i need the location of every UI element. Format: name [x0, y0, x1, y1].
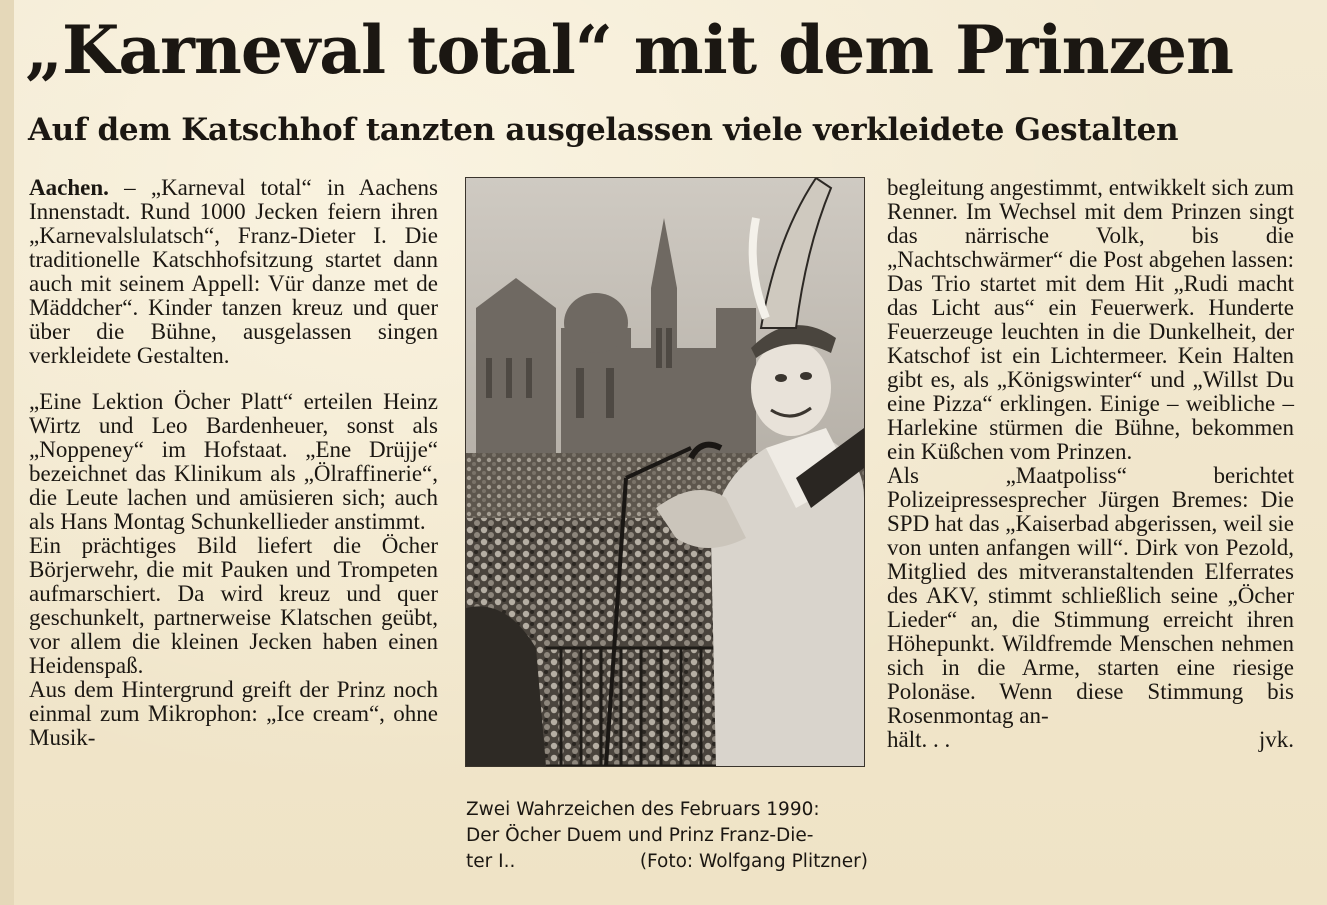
- left-column: [29, 176, 438, 750]
- photo-credit: (Foto: Wolfgang Plitzner): [639, 851, 868, 872]
- paragraph-1-text: – „Karneval total“ in Aachens Innenstadt. Rund 1000 Jecken feiern ihren „Karnevalslulatsch“, Franz-Dieter I. Die traditionelle Katschhofsitzung startet dann auch mit seinem Appell: Vür danze met de Mäddcher“. Kinder tanzen kreuz und quer über die Bühne, ausgelassen singen verkleidete Gestalten.: [29, 175, 438, 368]
- photo-image: [466, 178, 864, 766]
- closing-text: hält. . .: [887, 727, 951, 752]
- paragraph-5: begleitung angestimmt, entwikkelt sich zum Renner. Im Wechsel mit dem Prinzen singt das närrische Volk, bis die „Nachtschwärmer“ die Post abgehen lassen: Das Trio startet mit dem Hit „Rudi macht das Licht aus“ ein Feuerwerk. Hunderte Feuerzeuge leuchten in die Dunkelheit, der Katschof ist ein Lichtermeer. Kein Halten gibt es, als „Königswinter“ und „Willst Du eine Pizza“ erklingen. Einige – weibliche – Harlekine stürmen die Bühne, bekommen ein Küßchen vom Prinzen.: [887, 175, 1294, 464]
- paragraph-2: „Eine Lektion Öcher Platt“ erteilen Heinz Wirtz und Leo Bardenheuer, sonst als „Noppeney“ im Hofstaat. „Ene Drüjje“ bezeichnet das Klinikum als „Ölraffinerie“, die Leute lachen und amüsieren sich; auch als Hans Montag Schunkellieder anstimmt.: [29, 389, 438, 534]
- page-edge: [0, 0, 14, 905]
- caption-line-3: [466, 849, 868, 875]
- photo-caption: [466, 797, 868, 875]
- press-photo: [465, 177, 865, 767]
- caption-line-3-text: ter I..: [466, 851, 516, 872]
- caption-line-2: Der Öcher Duem und Prinz Franz-Die-: [466, 825, 814, 846]
- headline: „Karneval total“ mit dem Prinzen: [25, 11, 1234, 89]
- right-column: [887, 176, 1294, 752]
- author-initials: jvk.: [1258, 727, 1294, 752]
- caption-line-1: Zwei Wahrzeichen des Februars 1990:: [466, 799, 820, 820]
- paragraph-4: Aus dem Hintergrund greift der Prinz noch einmal zum Mikrophon: „Ice cream“, ohne Musik-: [29, 677, 438, 750]
- dateline: Aachen.: [29, 175, 109, 200]
- paragraph-6: Als „Maatpoliss“ berichtet Polizeipressesprecher Jürgen Bremes: Die SPD hat das „Kaiserbad abgerissen, weil sie von unten anfangen will“. Dirk von Pezold, Mitglied des mitveranstaltenden Elferrates des AKV, stimmt schließlich seine „Öcher Lieder“ an, die Stimmung erreicht ihren Höhepunkt. Wildfremde Menschen nehmen sich in die Arme, starten eine riesige Polonäse. Wenn diese Stimmung bis Rosenmontag an-: [887, 463, 1294, 728]
- subheadline: Auf dem Katschhof tanzten ausgelassen viele verkleidete Gestalten: [28, 112, 1179, 148]
- paragraph-1: [29, 176, 438, 368]
- signoff-line: [887, 728, 1294, 752]
- paragraph-3: Ein prächtiges Bild liefert die Öcher Börjerwehr, die mit Pauken und Trompeten aufmarschiert. Da wird kreuz und quer geschunkelt, partnerweise Klatschen geübt, vor allem die kleinen Jecken haben einen Heidenspaß.: [29, 533, 438, 678]
